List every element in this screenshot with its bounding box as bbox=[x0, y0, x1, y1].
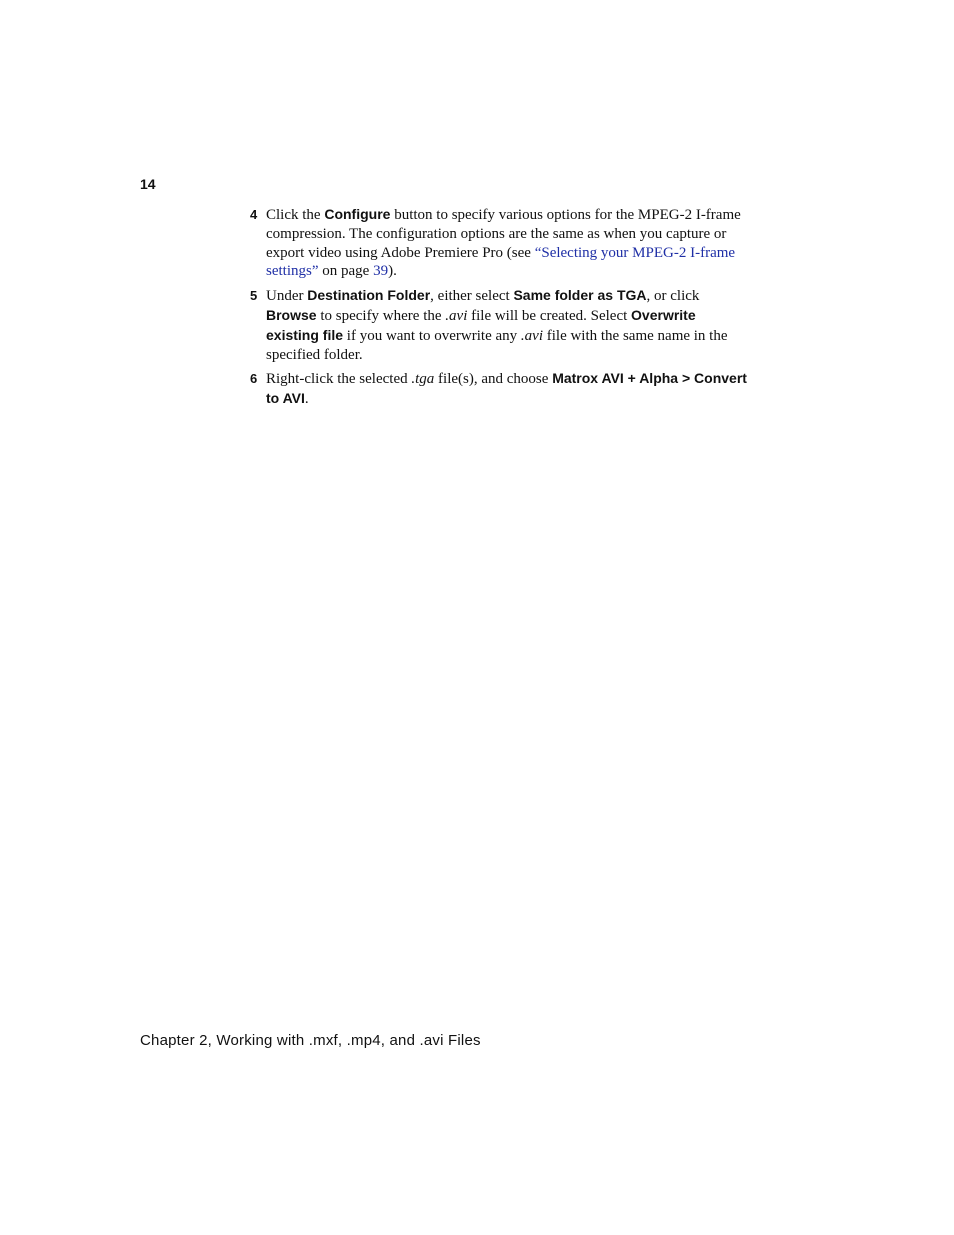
step-number: 5 bbox=[250, 288, 258, 304]
step-text: on page bbox=[318, 263, 374, 280]
page-39-link[interactable]: 39 bbox=[373, 263, 389, 280]
step-text: . bbox=[304, 391, 309, 408]
step-6 bbox=[248, 369, 748, 409]
configure-label: Configure bbox=[324, 206, 391, 222]
browse-label: Browse bbox=[266, 306, 317, 323]
step-text: , or click bbox=[646, 288, 700, 305]
step-text: , either select bbox=[430, 288, 514, 305]
step-text: if you want to overwrite any bbox=[343, 327, 521, 344]
step-text: Under bbox=[266, 288, 308, 305]
avi-extension: .avi bbox=[445, 307, 468, 324]
step-text: file with the same name in the specified folder. bbox=[266, 327, 728, 363]
step-text: to specify where the bbox=[316, 307, 446, 324]
step-text: Click the bbox=[266, 207, 325, 223]
step-text: ). bbox=[388, 263, 397, 280]
step-text: file(s), and choose bbox=[434, 371, 553, 388]
chapter-footer: Chapter 2, Working with .mxf, .mp4, and .avi Files bbox=[140, 1032, 481, 1049]
step-text: button to specify various options for the MPEG-2 I-frame compression. The configuration options are the same as when you capture or export video using Adobe Premiere Pro (see bbox=[266, 207, 741, 261]
step-text: Right-click the selected bbox=[266, 371, 412, 388]
overwrite-existing-file-label: Overwrite existing file bbox=[266, 306, 696, 343]
steps-list bbox=[248, 205, 748, 414]
same-folder-as-tga-label: Same folder as TGA bbox=[513, 287, 647, 304]
step-4 bbox=[248, 205, 748, 281]
step-text: file will be created. Select bbox=[467, 307, 632, 324]
selecting-mpeg2-settings-link[interactable]: “Selecting your MPEG-2 I-frame settings” bbox=[266, 244, 736, 280]
avi-extension: .avi bbox=[520, 327, 543, 344]
convert-to-avi-menu-path: Matrox AVI + Alpha > Convert to AVI bbox=[266, 370, 747, 407]
page-number: 14 bbox=[140, 176, 156, 192]
step-number: 4 bbox=[250, 207, 258, 222]
tga-extension: .tga bbox=[411, 371, 435, 388]
step-5 bbox=[248, 286, 748, 364]
step-number: 6 bbox=[250, 371, 258, 387]
destination-folder-label: Destination Folder bbox=[307, 287, 431, 304]
